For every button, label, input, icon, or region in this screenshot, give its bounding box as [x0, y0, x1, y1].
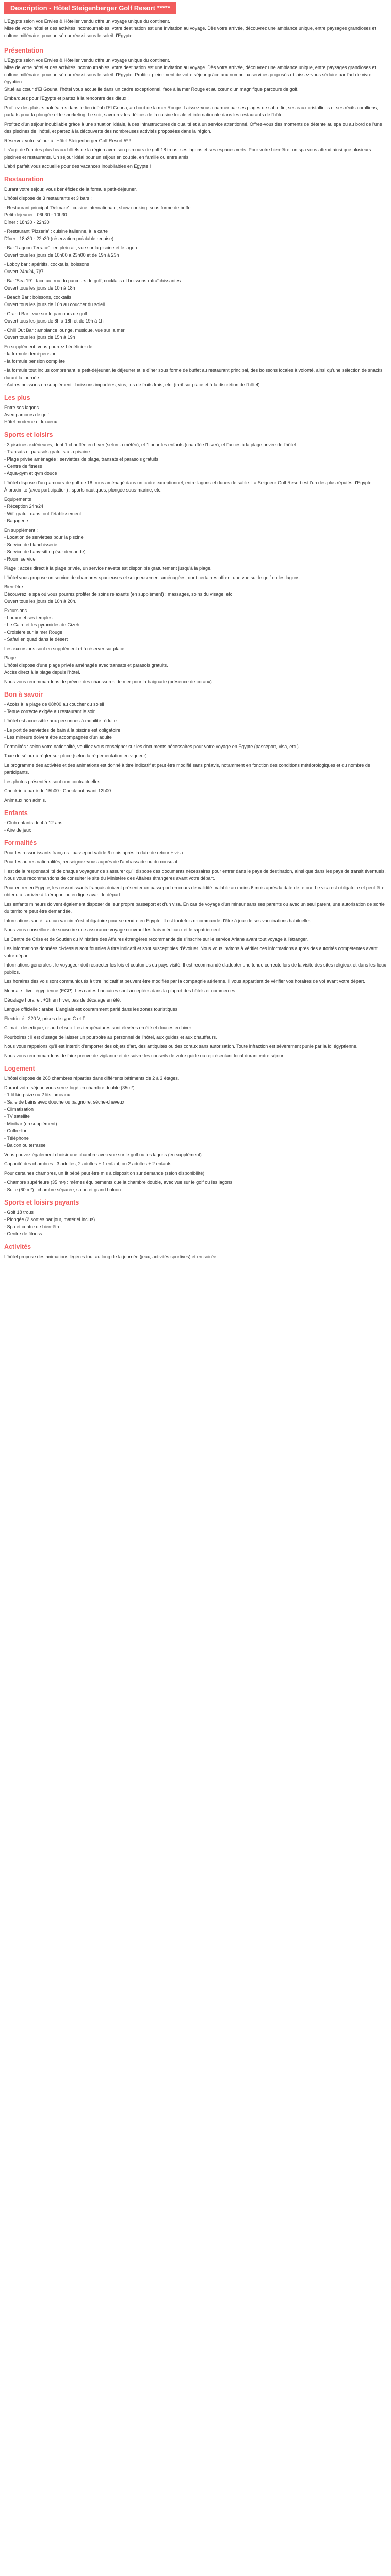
text-line: - Bagagerie: [4, 518, 28, 523]
section: [4, 431, 387, 685]
text-line: - Salle de bains avec douche ou baignoire, sèche-cheveux: [4, 1099, 125, 1105]
text-line: Pour les ressortissants français : passeport valide 6 mois après la date de retour + visa.: [4, 850, 184, 855]
text-line: L'Egypte selon vos Envies & Hôtelier vendu offre un voyage unique du continent.: [4, 19, 170, 24]
text-line: - Service de blanchisserie: [4, 542, 58, 547]
text-line: - la formule demi-pension: [4, 351, 57, 357]
text-line: Il s'agit de l'un des plus beaux hôtels de la région avec son parcours de golf 18 trous, ses lagons et ses espaces verts. Pour votre bien-être, un spa vous attend ainsi que plusieurs piscines et restaurants. Un séjour idéal pour un séjour en couple, en famille ou entre amis.: [4, 147, 371, 160]
text-line: Accès direct à la plage depuis l'hôtel.: [4, 670, 80, 675]
section-heading: Les plus: [4, 394, 30, 401]
text-line: - Balcon ou terrasse: [4, 1143, 46, 1148]
text-line: Nous vous recommandons de faire preuve de vigilance et de suivre les conseils de votre guide ou représentant local durant votre séjour.: [4, 1053, 285, 1058]
section: [4, 809, 387, 834]
text-line: Nous vous rappelons qu'il est interdit d'emporter des objets d'art, des antiquités ou des coraux sans autorisation. Toute infraction est sévèrement punie par la loi égyptienne.: [4, 1044, 358, 1049]
section: [4, 690, 387, 804]
text-line: Informations santé : aucun vaccin n'est obligatoire pour se rendre en Egypte. Il est toutefois recommandé d'être à jour de ses vaccinations habituelles.: [4, 918, 313, 923]
text-line: Durant votre séjour, vous bénéficiez de la formule petit-déjeuner.: [4, 187, 137, 192]
text-line: - Room service: [4, 556, 36, 562]
text-line: - la formule tout inclus comprenant le petit-déjeuner, le déjeuner et le dîner sous forme de buffet au restaurant principal, des boissons locales à volonté, ainsi qu'une sélection de snacks durant la journée.: [4, 368, 383, 380]
text-line: - Aqua-gym et gym douce: [4, 471, 57, 476]
text-line: Capacité des chambres : 3 adultes, 2 adultes + 1 enfant, ou 2 adultes + 2 enfants.: [4, 1161, 173, 1166]
text-line: Les horaires des vols sont communiqués à titre indicatif et peuvent être modifiés par la compagnie aérienne. Il vous appartient de vérifier vos horaires de vol avant votre départ.: [4, 979, 365, 984]
text-line: Les photos présentées sont non contractuelles.: [4, 779, 102, 784]
text-line: - 3 piscines extérieures, dont 1 chauffée en hiver (selon la météo), et 1 pour les enfants (chauffée l'hiver), et l'accès à la plage privée de l'hôtel: [4, 442, 296, 447]
text-line: Ouvert tous les jours de 8h à 18h et de 19h à 1h: [4, 318, 104, 324]
text-line: - Lobby bar : apéritifs, cocktails, boissons: [4, 262, 89, 267]
text-line: - Bar 'Lagoon Terrace' : en plein air, vue sur la piscine et le lagon: [4, 245, 137, 250]
text-line: - Coffre-fort: [4, 1128, 28, 1133]
text-line: - Climatisation: [4, 1107, 34, 1112]
text-line: Monnaie : livre égyptienne (EGP). Les cartes bancaires sont acceptées dans la plupart des hôtels et commerces.: [4, 988, 237, 993]
text-line: Plage : accès direct à la plage privée, un service navette est disponible gratuitement jusqu'à la plage.: [4, 566, 212, 571]
text-line: Hôtel moderne et luxueux: [4, 419, 57, 425]
text-line: - Suite (60 m²) : chambre séparée, salon et grand balcon.: [4, 1187, 122, 1192]
text-line: Pour certaines chambres, un lit bébé peut être mis à disposition sur demande (selon disponibilité).: [4, 1171, 206, 1176]
text-line: L'hôtel dispose d'une plage privée aménagée avec transats et parasols gratuits.: [4, 663, 168, 668]
text-line: - Golf 18 trous: [4, 1210, 34, 1215]
section-heading: Présentation: [4, 47, 43, 54]
section-heading: Formalités: [4, 839, 37, 846]
section-heading: Sports et loisirs: [4, 431, 53, 438]
text-line: Dîner : 18h30 - 22h30: [4, 219, 50, 225]
text-line: - Beach Bar : boissons, cocktails: [4, 295, 72, 300]
text-line: L'hôtel propose des animations légères tout au long de la journée (jeux, activités sportives) et en soirée.: [4, 1254, 218, 1259]
text-line: - Le Caire et les pyramides de Gizeh: [4, 622, 80, 628]
text-line: Equipements: [4, 497, 31, 502]
text-line: Les excursions sont en supplément et à réserver sur place.: [4, 646, 126, 651]
section: [4, 1064, 387, 1193]
text-line: - Croisière sur la mer Rouge: [4, 630, 63, 635]
section-heading: Enfants: [4, 809, 28, 817]
text-line: L'hôtel vous propose un service de chambres spacieuses et soigneusement aménagées, dont certaines offrent une vue sur le golf ou les lagons.: [4, 575, 301, 580]
text-line: L'hôtel dispose d'un parcours de golf de 18 trous aménagé dans un cadre exceptionnel, entre lagons et dunes de sable. La Seigneur Golf Resort est l'un des plus réputés d'Egypte.: [4, 480, 373, 485]
text-line: - Location de serviettes pour la piscine: [4, 535, 84, 540]
text-line: - Plongée (2 sorties par jour, matériel inclus): [4, 1217, 95, 1222]
text-line: En supplément, vous pourrez bénéficier de :: [4, 344, 95, 349]
text-line: Nous vous recommandons de prévoir des chaussures de mer pour la baignade (présence de coraux).: [4, 679, 214, 684]
text-line: - Minibar (en supplément): [4, 1121, 57, 1126]
text-line: - Wifi gratuit dans tout l'établissement: [4, 511, 82, 516]
text-line: Ouvert tous les jours de 10h à 18h: [4, 285, 75, 291]
text-line: Réservez votre séjour à l'Hôtel Steigenberger Golf Resort 5* !: [4, 138, 131, 143]
text-line: À proximité (avec participation) : sports nautiques, plongée sous-marine, etc.: [4, 487, 162, 493]
text-line: - Plage privée aménagée : serviettes de plage, transats et parasols gratuits: [4, 456, 159, 462]
text-line: Check-in à partir de 15h00 - Check-out avant 12h00.: [4, 788, 112, 793]
text-line: Embarquez pour l'Egypte et partez à la rencontre des dieux !: [4, 96, 129, 101]
text-line: Entre ses lagons: [4, 405, 39, 410]
text-line: - Transats et parasols gratuits à la piscine: [4, 449, 90, 454]
text-line: Taxe de séjour à régler sur place (selon la réglementation en vigueur).: [4, 753, 149, 758]
text-line: Profitez d'un séjour inoubliable grâce à une situation idéale, à des infrastructures de qualité et à un service attentionné. Offrez-vous des moments de détente au spa ou au bord de l'une des piscines de l'hôtel, et partez à la découverte des nombreuses activités proposées dans la région.: [4, 122, 382, 134]
section: [4, 46, 387, 170]
text-line: Pour entrer en Egypte, les ressortissants français doivent présenter un passeport en cours de validité, valable au moins 6 mois après la date de retour. Le visa est obligatoire et peut être obtenu à l'arrivée à l'aéroport ou en ligne avant le départ.: [4, 885, 385, 897]
text-line: Petit-déjeuner : 06h30 - 10h30: [4, 212, 67, 217]
text-line: - Centre de fitness: [4, 464, 42, 469]
section: [4, 394, 387, 426]
text-line: L'hôtel dispose de 268 chambres réparties dans différents bâtiments de 2 à 3 étages.: [4, 1076, 180, 1081]
text-line: Formalités : selon votre nationalité, veuillez vous renseigner sur les documents nécessaires pour votre voyage en Egypte (passeport, visa, etc.).: [4, 744, 300, 749]
text-line: Profitez des plaisirs balnéaires dans le lieu idéal d'El Gouna, au bord de la mer Rouge. Laissez-vous charmer par ses plages de sable fin, ses eaux cristallines et ses récifs coralliens, parfaits pour la plongée et le snorkeling. Le soir, savourez les délices de la cuisine locale et internationale dans les restaurants de l'hôtel.: [4, 105, 378, 117]
text-line: Bien-être: [4, 584, 23, 589]
text-line: Excursions: [4, 608, 27, 613]
text-line: Vous pouvez également choisir une chambre avec vue sur le golf ou les lagons (en supplément).: [4, 1152, 203, 1157]
text-line: - Autres boissons en supplément : boissons importées, vins, jus de fruits frais, etc. (tarif sur place et à la discrétion de l'hôtel).: [4, 382, 261, 387]
text-line: Situé au cœur d'El Gouna, l'hôtel vous accueille dans un cadre exceptionnel, face à la mer Rouge et au cœur d'un magnifique parcours de golf.: [4, 87, 299, 92]
text-line: Ouvert tous les jours de 15h à 19h: [4, 335, 75, 340]
text-line: - Chambre supérieure (35 m²) : mêmes équipements que la chambre double, avec vue sur le golf ou les lagons.: [4, 1180, 234, 1185]
section: [4, 839, 387, 1059]
page-title: Description - Hôtel Steigenberger Golf Resort *****: [4, 2, 176, 14]
text-line: Plage: [4, 655, 17, 660]
text-line: Avec parcours de golf: [4, 412, 49, 417]
text-line: Découvrez le spa où vous pourrez profiter de soins relaxants (en supplément) : massages, soins du visage, etc.: [4, 591, 234, 597]
text-line: Dîner : 18h30 - 22h30 (réservation préalable requise): [4, 236, 114, 241]
text-line: L'Egypte selon vos Envies & Hôtelier vendu offre un voyage unique du continent.: [4, 58, 170, 63]
text-line: Le Centre de Crise et de Soutien du Ministère des Affaires étrangères recommande de s'inscrire sur le service Ariane avant tout voyage à l'étranger.: [4, 937, 308, 942]
text-line: - Louxor et ses temples: [4, 615, 53, 620]
text-line: - Tenue correcte exigée au restaurant le soir: [4, 709, 95, 714]
text-line: - TV satellite: [4, 1114, 30, 1119]
text-line: Pour les autres nationalités, renseignez-vous auprès de l'ambassade ou du consulat.: [4, 859, 179, 865]
section-heading: Sports et loisirs payants: [4, 1199, 79, 1206]
text-line: L'hôtel est accessible aux personnes à mobilité réduite.: [4, 718, 118, 723]
text-line: - Grand Bar : vue sur le parcours de golf: [4, 311, 87, 316]
section: [4, 1198, 387, 1238]
text-line: Ouvert tous les jours de 10h00 à 23h00 et de 19h à 23h: [4, 252, 119, 258]
text-line: Les informations données ci-dessus sont fournies à titre indicatif et sont susceptibles d'évoluer. Nous vous invitons à vérifier ces informations auprès des autorités compétentes avant votre départ.: [4, 946, 378, 958]
text-line: - Les mineurs doivent être accompagnés d'un adulte: [4, 735, 112, 740]
spacer: [4, 39, 387, 41]
text-line: - Réception 24h/24: [4, 504, 44, 509]
section: [4, 175, 387, 388]
text-line: Pourboires : il est d'usage de laisser un pourboire au personnel de l'hôtel, aux guides et aux chauffeurs.: [4, 1035, 217, 1040]
text-line: - Accès à la plage de 08h00 au coucher du soleil: [4, 702, 104, 707]
text-line: Informations générales : le voyageur doit respecter les lois et coutumes du pays visité. Il est recommandé d'adopter une tenue correcte lors de la visite des sites religieux et dans les lieux publics.: [4, 962, 386, 975]
text-line: Électricité : 220 V, prises de type C et F.: [4, 1016, 86, 1021]
text-line: Mise de votre hôtel et des activités incontournables, votre destination est une invitation au voyage. Dès votre arrivée, découvrez une ambiance unique, entre paysages grandioses et culture millénaire, pour un séjour réussi sous le soleil d'Egypte. Profitez pleinement de votre séjour grâce aux nombreux services proposés et laissez-vous séduire par l'art de vivre égyptien.: [4, 65, 376, 84]
text-line: - Club enfants de 4 à 12 ans: [4, 820, 63, 825]
text-line: - 1 lit king-size ou 2 lits jumeaux: [4, 1092, 70, 1097]
text-line: L'abri parfait vous accueille pour des vacances inoubliables en Egypte !: [4, 164, 151, 169]
description-content: [4, 18, 387, 1260]
text-line: - Restaurant principal 'Delmare' : cuisine internationale, show cooking, sous forme de buffet: [4, 205, 192, 210]
text-line: Ouvert tous les jours de 10h à 20h.: [4, 599, 77, 604]
text-line: Animaux non admis.: [4, 798, 46, 803]
text-line: - Aire de jeux: [4, 827, 31, 833]
section: [4, 1243, 387, 1260]
text-line: - Safari en quad dans le désert: [4, 637, 68, 642]
text-line: Nous vous conseillons de souscrire une assurance voyage couvrant les frais médicaux et le rapatriement.: [4, 927, 221, 933]
text-line: - Restaurant 'Pizzeria' : cuisine italienne, à la carte: [4, 229, 108, 234]
text-line: Ouvert tous les jours de 10h au coucher du soleil: [4, 302, 105, 307]
text-line: - Téléphone: [4, 1136, 29, 1141]
section-heading: Restauration: [4, 176, 44, 183]
text-line: Durant votre séjour, vous serez logé en chambre double (35m²) :: [4, 1085, 137, 1090]
text-line: - Bar 'Sea 19' : face au trou du parcours de golf, cocktails et boissons rafraîchissantes: [4, 278, 181, 283]
section-heading: Logement: [4, 1065, 35, 1072]
text-line: Décalage horaire : +1h en hiver, pas de décalage en été.: [4, 997, 121, 1003]
text-line: - Le port de serviettes de bain à la piscine est obligatoire: [4, 727, 121, 733]
section-heading: Activités: [4, 1243, 31, 1250]
text-line: Climat : désertique, chaud et sec. Les températures sont élevées en été et douces en hiver.: [4, 1025, 192, 1030]
text-line: Les enfants mineurs doivent également disposer de leur propre passeport et d'un visa. En cas de voyage d'un mineur sans ses parents ou avec un seul parent, une autorisation de sortie du territoire peut être demandée.: [4, 902, 385, 914]
text-line: En supplément :: [4, 528, 38, 533]
text-line: Le programme des activités et des animations est donné à titre indicatif et peut être modifié sans préavis, notamment en fonction des conditions météorologiques et du nombre de participants.: [4, 762, 370, 775]
text-line: - Service de baby-sitting (sur demande): [4, 549, 86, 554]
text-line: Ouvert 24h/24, 7j/7: [4, 269, 44, 274]
text-line: Mise de votre hôtel et des activités incontournables, votre destination est une invitation au voyage. Dès votre arrivée, découvrez une ambiance unique, entre paysages grandioses et culture millénaire, pour un séjour réussi sous le soleil d'Egypte.: [4, 26, 376, 38]
text-line: L'hôtel dispose de 3 restaurants et 3 bars :: [4, 196, 92, 201]
page: [0, 0, 391, 1266]
text-line: - la formule pension complète: [4, 359, 66, 364]
text-line: Langue officielle : arabe. L'anglais est couramment parlé dans les zones touristiques.: [4, 1007, 179, 1012]
text-line: - Chill Out Bar : ambiance lounge, musique, vue sur la mer: [4, 328, 125, 333]
text-line: - Centre de fitness: [4, 1231, 42, 1236]
text-line: - Spa et centre de bien-être: [4, 1224, 61, 1229]
section: [4, 18, 387, 41]
section-heading: Bon à savoir: [4, 691, 43, 698]
text-line: Il est de la responsabilité de chaque voyageur de s'assurer qu'il dispose des documents nécessaires pour entrer dans le pays de destination, ainsi que dans les pays de transit éventuels. Nous vous recommandons de consulter le site du Ministère des Affaires étrangères avant votre départ.: [4, 869, 386, 881]
